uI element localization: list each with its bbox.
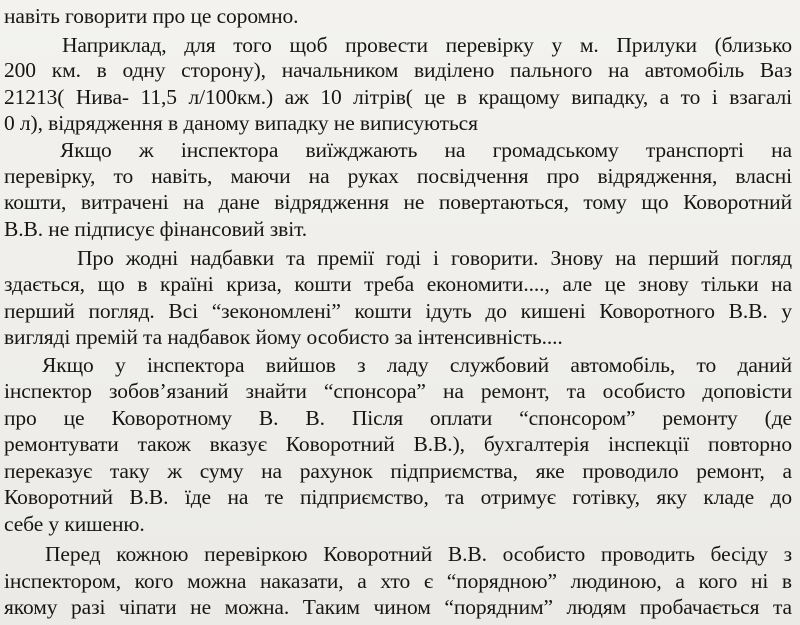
text-line: перший погляд. Всі “зекономлені” кошти ідуть до кишені Коворотного В.В. у [4, 299, 792, 323]
text-line: інспектор зобов’язаний знайти “спонсора” на ремонт, та особисто доповісти [4, 379, 792, 403]
text-line: себе у кишеню. [4, 512, 145, 536]
text-line: 0 л), відрядження в даному випадку не виписуються [4, 111, 478, 135]
text-line: Якщо ж інспектора виїжджають на громадському транспорті на [60, 138, 792, 162]
text-line: Якщо у інспектора вийшов з ладу службовий автомобіль, то даний [42, 353, 792, 377]
text-line: якому разі чіпати не можна. Таким чином “порядним” людям пробачається та [4, 595, 792, 619]
text-line: здається, що в країні криза, кошти треба економити...., але це знову тільки на [4, 272, 792, 296]
text-line: 21213( Нива- 11,5 л/100км.) аж 10 літрів( це в кращому випадку, а то і взагалі [4, 85, 792, 109]
text-line: Перед кожною перевіркою Коворотний В.В. особисто проводить бесіду з [45, 542, 792, 566]
text-line: вигляді премій та надбавок йому особисто за інтенсивність.... [4, 325, 563, 349]
text-line: В.В. не підписує фінансовий звіт. [4, 217, 308, 241]
text-line: переказує таку ж суму на рахунок підприємства, яке проводило ремонт, а [4, 459, 792, 483]
text-line: Про жодні надбавки та премії годі і говорити. Знову на перший погляд [77, 246, 792, 270]
text-line: 200 км. в одну сторону), начальником виділено пального на автомобіль Ваз [4, 58, 792, 82]
text-line: ремонтувати також вказує Коворотний В.В.), бухгалтерія інспекції повторно [4, 432, 792, 456]
text-line: інспектором, кого можна наказати, а хто є “порядною” людиною, а кого ні в [4, 569, 792, 593]
text-line: про це Коворотному В. В. Після оплати “спонсором” ремонту (де [4, 406, 792, 430]
text-line: навіть говорити про це соромно. [4, 4, 299, 28]
text-line: перевірку, то навіть, маючи на руках посвідчення про відрядження, власні [4, 164, 792, 188]
text-line: Коворотний В.В. їде на те підприємство, та отримує готівку, яку кладе до [4, 485, 792, 509]
text-line: Наприклад, для того щоб провести перевірку у м. Прилуки (близько [62, 33, 792, 57]
text-line: кошти, витрачені на дане відрядження не повертаються, тому що Коворотний [4, 190, 792, 214]
